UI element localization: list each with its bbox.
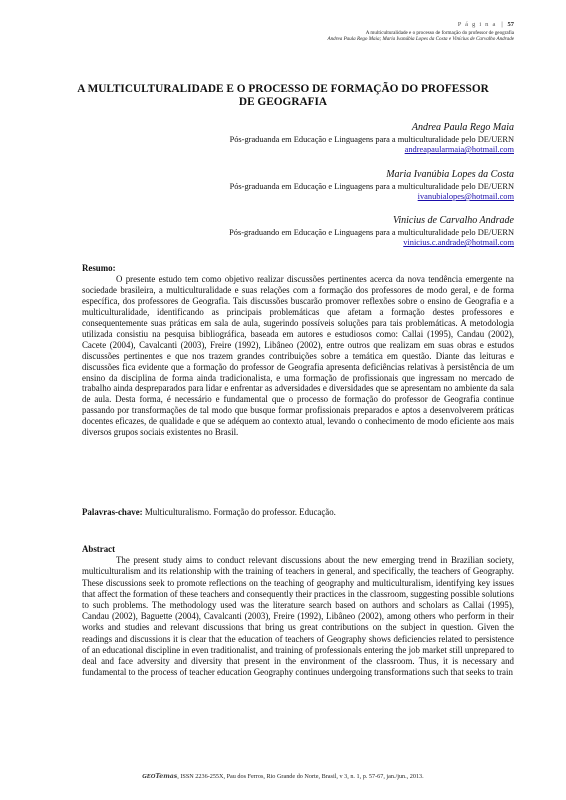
journal-logo: GEO: [142, 773, 156, 780]
author-block-3: [229, 215, 514, 249]
resumo-heading: Resumo:: [82, 263, 116, 273]
keywords-section: [82, 507, 514, 518]
footer-citation: , ISSN 2236-255X, Pau dos Ferros, Rio Grande do Norte, Brasil, v 3, n. 1, p. 57-67, jan./jun., 2013.: [177, 773, 424, 780]
author-block-1: [230, 122, 514, 156]
author-name: Andrea Paula Rego Maia: [411, 122, 514, 133]
resumo-section: [82, 263, 514, 438]
author-block-2: [230, 169, 514, 203]
author-email-link[interactable]: vinicius.c.andrade@hotmail.com: [403, 238, 514, 247]
author-affiliation: Pós-graduando em Educação e Linguagens para a multiculturalidade pelo DE/UERN: [229, 227, 514, 237]
page-label: P á g i n a: [457, 21, 497, 28]
author-affiliation: Pós-graduanda em Educação e Linguagens para a multiculturalidade pelo DE/UERN: [229, 181, 514, 191]
author-name: Vinicius de Carvalho Andrade: [392, 215, 514, 226]
keywords-label: Palavras-chave:: [82, 507, 143, 517]
journal-logo-script: Temas: [155, 773, 178, 780]
paper-title: A MULTICULTURALIDADE E O PROCESSO DE FORMAÇÃO DO PROFESSOR DE GEOGRAFIA: [77, 83, 489, 108]
page-number: 57: [507, 21, 514, 28]
header-separator: |: [501, 21, 503, 28]
author-affiliation: Pós-graduanda em Educação e Linguagens para a multiculturalidade pelo DE/UERN: [229, 134, 514, 144]
author-email-link[interactable]: andreapaularmaia@hotmail.com: [404, 145, 514, 154]
page-number-header: [458, 21, 514, 28]
abstract-heading: Abstract: [82, 544, 116, 554]
running-header: [327, 30, 514, 43]
author-name: Maria Ivanúbia Lopes da Costa: [386, 169, 514, 180]
abstract-text: The present study aims to conduct relevant discussions about the new emerging trend in Brazilian society, multiculturalism and its relationship with the training of teachers in general, and specifically, the teachers of Geography. These discussions seek to promote reflections on the teaching of geography and multiculturalism, identifying key issues that affect the formation of these teachers and consequently their practices in the classroom, suggesting possible solutions to such problems. The methodology used was the literature search based on authors and scholars as Callai (1995), Candau (2002), Baguette (2004), Cavalcanti (2003), Freire (1992), Libâneo (2002), among others who perform in their works and studies and relevant discussions that bring us great contributions on the subject in question. Given the readings and discussions it is clear that the education of teachers of Geography shows deficiencies related to persistence of an educational discipline in even traditionalist, and training of professionals entering the job market still unprepared to deal and face adversity and diversity that present in the environment of the classroom. Thus, it is necessary and fundamental to the process of teacher education Geography continues undergoing transformations such that seeks to train: [82, 555, 514, 678]
page-footer: [0, 773, 566, 780]
author-email-link[interactable]: ivanubialopes@hotmail.com: [417, 192, 514, 201]
keywords-text: Multiculturalismo. Formação do professor. Educação.: [144, 507, 336, 517]
abstract-section: [82, 544, 514, 678]
running-header-title: A multiculturalidade e o processo de formação do professor de geografia: [365, 30, 514, 36]
resumo-text: O presente estudo tem como objetivo realizar discussões pertinentes acerca da nova tendência emergente na sociedade brasileira, a multiculturalidade e suas relações com a formação dos professores de modo geral, e de forma específica, dos professores de Geografia. Tais discussões buscarão promover reflexões sobre o ensino de Geografia e a multiculturalidade, identificando as principais problemáticas que afetam a formação destes professores e consequentemente suas práticas em sala de aula, sugerindo possíveis soluções para tais problemáticas. A metodologia utilizada consistiu na pesquisa bibliográfica, baseada em autores e estudiosos como: Callai (1995), Candau (2002), Cacete (2004), Cavalcanti (2003), Freire (1992), Libâneo (2002), entre outros que realizam em suas obras e estudos discussões pertinentes e que nos trazem grandes contribuições sobre a temática em questão. Diante das leituras e discussões fica evidente que a formação do professor de Geografia apresenta deficiências relativas à persistência de um ensino da disciplina de forma ainda tradicionalista, e uma formação de profissionais que ingressam no mercado de trabalho ainda despreparados para lidar e enfrentar as adversidades e diversidades que se apresentam no ambiente da sala de aula. Desta forma, é necessário e fundamental que o processo de formação do professor de Geografia continue passando por transformações de tal modo que busque formar profissionais preparados e aptos a desenvolverem práticas docentes eficazes, de qualidade e que se adéquem ao contexto atual, levando o conhecimento de modo eficiente aos mais diversos grupos sociais existentes no Brasil.: [82, 273, 514, 438]
running-header-authors: Andrea Paula Rego Maia; Maria Ivanúbia Lopes da Costa e Vinícius de Carvalho Andrade: [327, 36, 514, 43]
